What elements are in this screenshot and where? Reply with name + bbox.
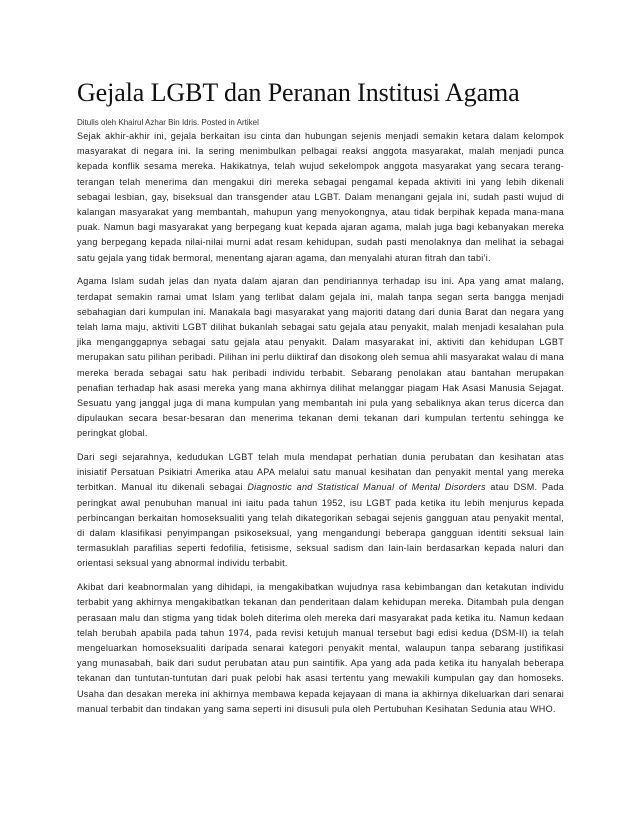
paragraph-3 [77, 450, 564, 572]
paragraph-2: Agama Islam sudah jelas dan nyata dalam ajaran dan pendiriannya terhadap isu ini. Apa yang amat malang, terdapat semakin ramai umat Islam yang terlibat dalam gejala ini, malah tanpa segan serta bangga menjadi sebahagian dari kumpulan ini. Manakala bagi masyarakat yang majoriti datang dari dunia Barat dan negara yang telah lama maju, aktiviti LGBT dilihat bukanlah sebagai satu gejala atau penyakit, malah menjadi kesalahan pula jika menganggapnya sebagai satu gejala atau penyakit. Dalam masyarakat ini, aktiviti dan kehidupan LGBT merupakan satu pilihan peribadi. Pilihan ini perlu diiktiraf dan disokong oleh semua ahli masyarakat walau di mana mereka berada sebagai satu hak peribadi individu terbabit. Sebarang penolakan atau bantahan merupakan penafian terhadap hak asasi mereka yang mana akhirnya dilihat melanggar piagam Hak Asasi Manusia Sejagat. Sesuatu yang janggal juga di mana kumpulan yang membantah ini pula yang sebaliknya akan terus dicerca dan dipulaukan secara besar-besaran dan menerima tekanan demi tekanan dari kumpulan tertentu sehingga ke peringkat global. [77, 276, 564, 439]
article-byline: Ditulis oleh Khairul Azhar Bin Idris. Posted in Artikel [77, 118, 259, 127]
article-title: Gejala LGBT dan Peranan Institusi Agama [77, 78, 520, 107]
paragraph-3-text-end: atau DSM. Pada peringkat awal penubuhan manual ini iaitu pada tahun 1952, isu LGBT pada ketika itu lebih menjurus kepada perbincangan berkaitan homoseksualiti yang telah dikategorikan sebagai sejenis gangguan atau penyakit mental, di dalam klasifikasi penyimpangan psikoseksual, yang mengandungi beberapa gangguan identiti seksual lain termasuklah parafilias seperti fedofilia, fetisisme, seksual sadism dan lain-lain berdasarkan kepada naluri dan orientasi seksual yang abnormal individu terbabit. [77, 482, 564, 569]
manual-title-italic: Diagnostic and Statistical Manual of Mental Disorders [247, 482, 486, 493]
paragraph-1: Sejak akhir-akhir ini, gejala berkaitan isu cinta dan hubungan sejenis menjadi semakin ketara dalam kelompok masyarakat di negara ini. Ia sering menimbulkan pelbagai reaksi anggota masyarakat, malah menjadi punca kepada konflik sesama mereka. Hakikatnya, telah wujud sekelompok anggota masyarakat yang secara terang-terangan telah menerima dan mengakui diri mereka sebagai pengamal kepada aktiviti ini yang lebih dikenali sebagai lesbian, gay, biseksual dan transgender atau LGBT. Dalam menangani gejala ini, sudah pasti wujud di kalangan masyarakat yang membantah, mahupun yang menyokongnya, atau tidak berpihak kepada mana-mana puak. Namun bagi masyarakat yang berpegang kuat kepada ajaran agama, malah juga bagi kebanyakan mereka yang berpegang kepada nilai-nilai murni adat resam kehidupan, sudah pasti menolaknya dan melihat ia sebagai satu gejala yang tidak bermoral, menentang ajaran agama, dan menyalahi aturan fitrah dan tabi’i. [77, 131, 564, 263]
paragraph-3-text-start: Dari segi sejarahnya, kedudukan LGBT telah mula mendapat perhatian dunia perubatan dan kesihatan atas inisiatif Persatuan Psikiatri Amerika atau APA melalui satu manual kesihatan dan penyakit mental yang mereka terbitkan. Manual itu dikenali sebagai [77, 452, 564, 493]
article [77, 78, 564, 726]
paragraph-4: Akibat dari keabnormalan yang dihidapi, ia mengakibatkan wujudnya rasa kebimbangan dan ketakutan individu terbabit yang akhirnya mengakibatkan tekanan dan penderitaan dalam kehidupan mereka. Ditambah pula dengan perasaan malu dan stigma yang tidak boleh diterima oleh mereka dari masyarakat pada ketika itu. Namun kedaan telah berubah apabila pada tahun 1974, pada revisi ketujuh manual tersebut bagi edisi kedua (DSM-II) ia telah mengeluarkan homoseksualiti daripada senarai kategori penyakit mental, walaupun tanpa sebarang justifikasi yang munasabah, baik dari sudut perubatan atau pun saintifik. Apa yang ada pada ketika itu hanyalah beberapa tekanan dan tuntutan-tuntutan dari puak pelobi hak asasi tertentu yang mewakili kumpulan gay dan homoseks. Usaha dan desakan mereka ini akhirnya membawa kepada kejayaan di mana ia akhirnya dikeluarkan dari senarai manual terbabit dan tindakan yang sama seperti ini disusuli pula oleh Pertubuhan Kesihatan Sedunia atau WHO. [77, 582, 564, 714]
